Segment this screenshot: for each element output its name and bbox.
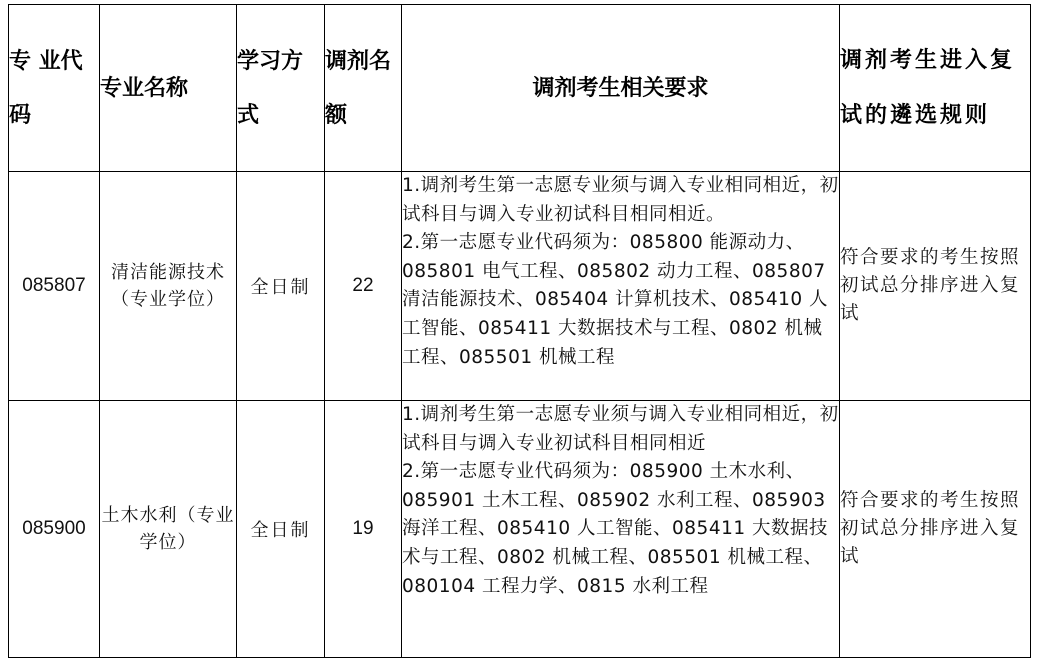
- study-mode: 全日制: [237, 172, 325, 401]
- requirement-1: 1.调剂考生第一志愿专业须与调入专业相同相近，初试科目与调入专业初试科目相同相近。: [402, 175, 839, 225]
- quota: 22: [325, 172, 402, 401]
- selection-rule: 符合要求的考生按照初试总分排序进入复试: [840, 401, 1031, 658]
- major-name: 清洁能源技术（专业学位）: [100, 172, 237, 401]
- header-requirements: 调剂考生相关要求: [402, 5, 840, 172]
- requirement-2: 2.第一志愿专业代码须为：085800 能源动力、085801 电气工程、085802 动力工程、085807 清洁能源技术、085404 计算机技术、085410 人工智能、085411 大数据技术与工程、0802 机械工程、085501 机械工程: [402, 232, 829, 368]
- study-mode: 全日制: [237, 401, 325, 658]
- major-code: 085807: [9, 172, 100, 401]
- header-row: [9, 5, 1031, 172]
- requirements: [402, 172, 840, 401]
- quota: 19: [325, 401, 402, 658]
- requirement-1: 1.调剂考生第一志愿专业须与调入专业相同相近，初试科目与调入专业初试科目相同相近: [402, 404, 839, 454]
- header-major-code: 专 业代码: [9, 5, 100, 172]
- table-row: [9, 401, 1031, 658]
- requirement-2: 2.第一志愿专业代码须为：085900 土木水利、085901 土木工程、085902 水利工程、085903 海洋工程、085410 人工智能、085411 大数据技术与工程、0802 机械工程、085501 机械工程、080104 工程力学、0815 水利工程: [402, 461, 829, 597]
- adjustment-table: [8, 4, 1031, 658]
- header-major-name: 专业名称: [100, 5, 237, 172]
- header-selection-rule: 调剂考生进入复试的遴选规则: [840, 5, 1031, 172]
- header-study-mode: 学习方式: [237, 5, 325, 172]
- selection-rule: 符合要求的考生按照初试总分排序进入复试: [840, 172, 1031, 401]
- major-code: 085900: [9, 401, 100, 658]
- major-name: 土木水利（专业学位）: [100, 401, 237, 658]
- requirements: [402, 401, 840, 658]
- table-row: [9, 172, 1031, 401]
- header-quota: 调剂名额: [325, 5, 402, 172]
